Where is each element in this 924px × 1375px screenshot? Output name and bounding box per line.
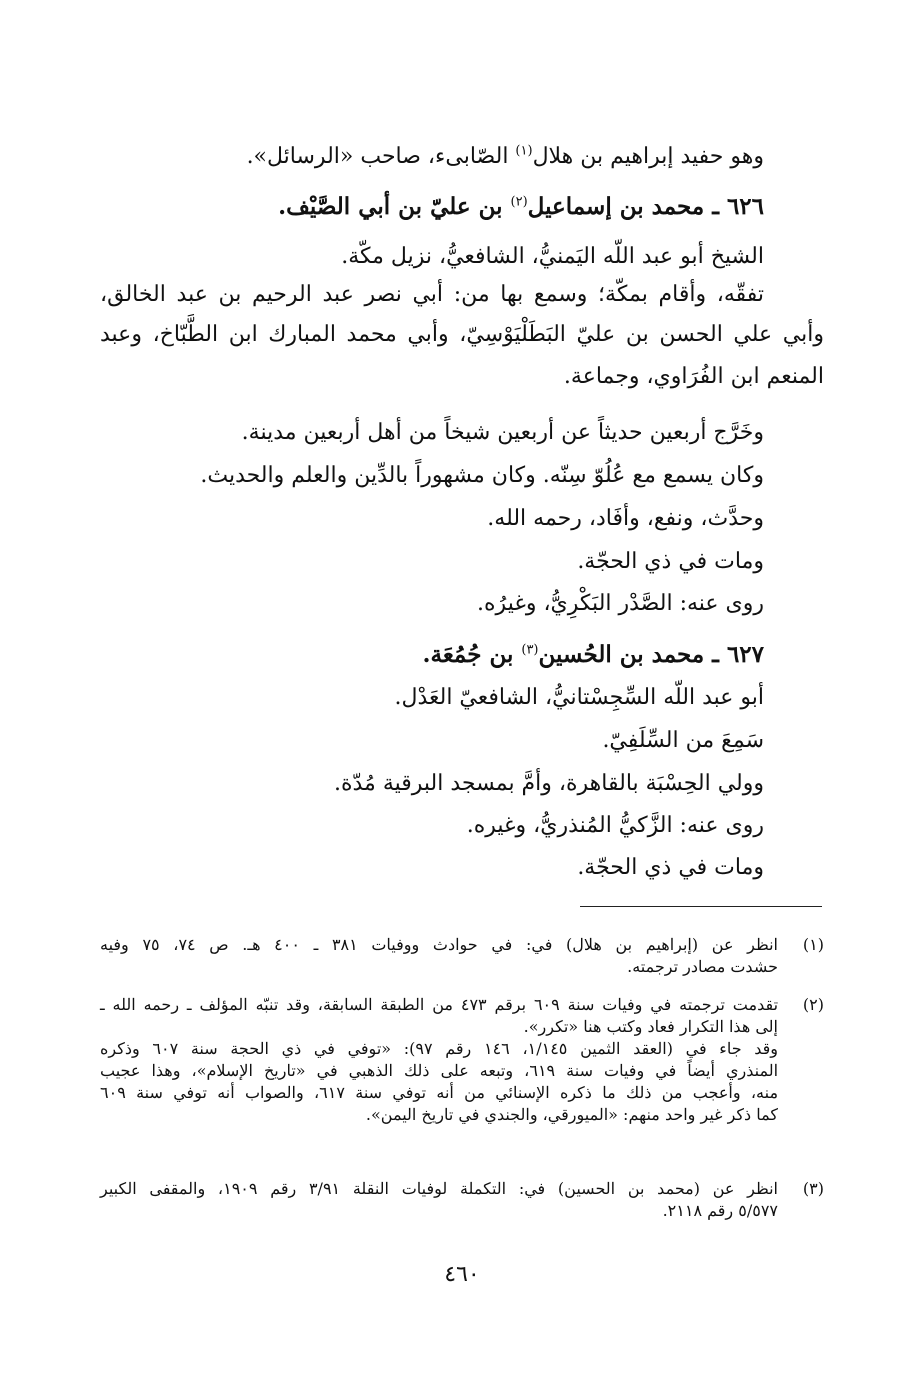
text-line: الشيخ أبو عبد اللّه اليَمنيُّ، الشافعيُّ، نزيل مكّة. [341,244,764,269]
footnote-line: إلى هذا التكرار فعاد وكتب هنا «تكرر». [523,1017,778,1036]
text-line: تفقّه، وأقام بمكّة؛ وسمع بها من: أبي نصر عبد الرحيم بن عبد الخالق، [100,282,764,307]
text-line: سَمِعَ من السِّلَفِيّ. [602,728,764,753]
footnote-ref: (٣) [521,642,539,658]
text-line: روى عنه: الصَّدْر البَكْرِيُّ، وغيرُه. [477,591,764,616]
text-line: وخَرَّج أربعين حديثاً عن أربعين شيخاً من أهل أربعين مدينة. [241,420,764,445]
footnote-number: (١) [802,935,824,954]
text-line: المنعم ابن الفُرَاوي، وجماعة. [563,364,824,389]
footnote-ref: (١) [515,143,533,159]
text-line: وولي الحِسْبَة بالقاهرة، وأمَّ بمسجد البرقية مُدّة. [333,771,764,796]
footnote-separator [580,906,822,907]
footnote-number: (٣) [802,1179,824,1198]
entry-heading-627: ٦٢٧ ـ محمد بن الحُسين$^{(٣)}$ بن جُمُعَة. [422,641,764,668]
text-line: ومات في ذي الحجّة. [577,855,764,880]
footnote-line: حشدت مصادر ترجمته. [627,957,778,976]
footnote-ref: (٢) [510,194,528,210]
entry-heading-626: ٦٢٦ ـ محمد بن إسماعيل$^{(٢)}$ بن عليّ بن أبي الصَّيْف. [278,193,764,220]
text-line: أبو عبد اللّه السِّجِسْتانيُّ، الشافعيّ العَدْل. [394,685,764,710]
text-line: روى عنه: الزَّكيُّ المُنذريُّ، وغيره. [466,813,764,838]
text-line: وكان يسمع مع عُلُوّ سِنّه. وكان مشهوراً بالدِّين والعلم والحديث. [200,463,764,488]
text-line: وهو حفيد إبراهيم بن هلال$^{(١)}$ الصّابىء، صاحب «الرسائل». [246,143,764,169]
page-number: ٤٦٠ [444,1262,480,1287]
footnote-line: المنذري أيضاً في وفيات سنة ٦١٩، وتبعه على ذلك الذهبي في «تاريخ الإسلام»، وهذا عجيب [100,1061,779,1080]
footnote-line: انظر عن (محمد بن الحسين) في: التكملة لوفيات النقلة ٣/٩١ رقم ١٩٠٩، والمقفى الكبير [100,1179,779,1198]
footnote-line: تقدمت ترجمته في وفيات سنة ٦٠٩ برقم ٤٧٣ من الطبقة السابقة، وقد تنبّه المؤلف ـ رحمه الله ـ [100,995,779,1014]
footnote-line: انظر عن (إبراهيم بن هلال) في: في حوادث ووفيات ٣٨١ ـ ٤٠٠ هـ. ص ٧٤، ٧٥ وفيه [100,935,779,954]
footnote-line: وقد جاء في (العقد الثمين ١/١٤٥، ١٤٦ رقم ٩٧): «توفي في ذي الحجة سنة ٦٠٧ وذكره [100,1039,779,1058]
text-line: ومات في ذي الحجّة. [577,549,764,574]
text-line: وأبي علي الحسن بن عليّ البَطَلْيَوْسِيّ، وأبي محمد المبارك ابن الطَّبّاخ، وعبد [100,322,824,347]
text-line: وحدَّث، ونفع، وأفَاد، رحمه الله. [487,506,764,531]
footnote-number: (٢) [802,995,824,1014]
footnote-line: منه، وأعجب من ذلك ما ذكره الإسنائي من أنه توفي سنة ٦١٧، والصواب أنه توفي سنة ٦٠٩ [100,1083,779,1102]
footnote-line: كما ذكر غير واحد منهم: «الميورقي، والجندي في تاريخ اليمن». [365,1105,778,1124]
footnote-line: ٥/٥٧٧ رقم ٢١١٨. [662,1201,778,1220]
